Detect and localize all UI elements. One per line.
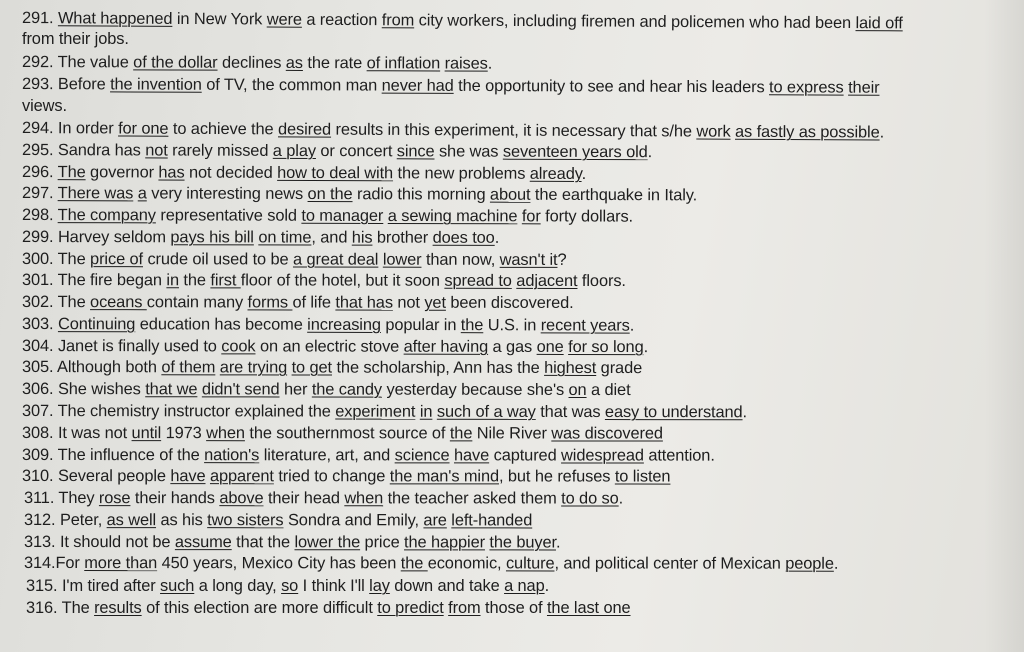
- text-segment: I think I'll: [298, 577, 370, 595]
- underlined-segment: wasn't it: [499, 250, 558, 269]
- text-segment: 296.: [21, 163, 58, 182]
- underlined-segment: lower: [382, 250, 422, 269]
- text-segment: 291.: [21, 9, 59, 28]
- text-segment: 450 years, Mexico City has been: [157, 554, 401, 573]
- text-segment: from their jobs.: [22, 30, 129, 48]
- text-segment: 310. Several people: [21, 467, 171, 486]
- text-segment: 303.: [21, 315, 58, 334]
- underlined-segment: a sewing machine: [387, 206, 518, 226]
- question-line: [26, 576, 549, 596]
- question-line: [24, 488, 623, 509]
- text-segment: 298.: [21, 206, 58, 225]
- underlined-segment: not: [145, 141, 168, 160]
- underlined-segment: didn't send: [201, 380, 280, 399]
- underlined-segment: highest: [544, 358, 597, 378]
- underlined-segment: experiment: [335, 402, 416, 421]
- underlined-segment: from: [448, 599, 481, 617]
- text-segment: .: [618, 489, 624, 508]
- underlined-segment: the invention: [110, 75, 202, 94]
- text-segment: , and: [311, 228, 352, 247]
- text-segment: .: [555, 533, 561, 552]
- text-segment: 302. The: [21, 293, 91, 312]
- question-line: [24, 510, 532, 530]
- text-segment: captured: [489, 446, 562, 465]
- text-segment: been discovered.: [445, 293, 574, 312]
- underlined-segment: their: [848, 78, 880, 97]
- question-line: [22, 270, 626, 291]
- text-segment: that the: [231, 533, 295, 552]
- text-segment: 1973: [161, 424, 207, 443]
- underlined-segment: lower the: [294, 533, 361, 552]
- text-segment: .: [879, 123, 885, 142]
- underlined-segment: to listen: [614, 467, 671, 486]
- text-segment: economic,: [427, 554, 506, 573]
- text-segment: representative sold: [155, 206, 302, 225]
- underlined-segment: the last one: [546, 599, 631, 617]
- underlined-segment: to express: [768, 78, 844, 97]
- question-line: [22, 227, 499, 248]
- underlined-segment: apparent: [209, 467, 274, 486]
- text-segment: 313. It should not be: [23, 533, 175, 552]
- text-segment: Nile River: [472, 424, 552, 443]
- underlined-segment: recent years: [540, 316, 630, 335]
- underlined-segment: for one: [118, 119, 169, 138]
- text-segment: the rate: [302, 53, 367, 73]
- text-segment: .: [544, 577, 550, 595]
- text-segment: 305. Although both: [21, 358, 162, 377]
- underlined-segment: the happier: [404, 533, 485, 552]
- underlined-segment: people: [785, 554, 834, 573]
- underlined-segment: of inflation: [366, 54, 441, 73]
- text-segment: .: [629, 316, 635, 335]
- underlined-segment: pays his bill: [170, 228, 254, 247]
- question-line: [22, 423, 663, 444]
- underlined-segment: laid off: [855, 14, 903, 33]
- underlined-segment: as fastly as possible: [735, 122, 880, 142]
- underlined-segment: one: [536, 337, 564, 356]
- underlined-segment: already: [529, 164, 582, 183]
- text-segment: 301. The fire began: [21, 271, 167, 290]
- underlined-segment: two sisters: [207, 511, 284, 530]
- text-segment: 315. I'm tired after: [26, 577, 161, 595]
- underlined-segment: such: [160, 577, 195, 595]
- question-line: [22, 74, 880, 98]
- underlined-segment: such of a way: [436, 402, 536, 421]
- text-segment: a reaction: [301, 10, 382, 30]
- question-line: [22, 205, 633, 227]
- text-segment: that was: [535, 402, 605, 422]
- text-segment: not decided: [184, 163, 278, 182]
- underlined-segment: in: [166, 271, 179, 290]
- text-segment: .: [647, 143, 653, 162]
- text-segment: price: [360, 533, 405, 552]
- underlined-segment: the: [449, 424, 473, 443]
- underlined-segment: on: [568, 380, 587, 399]
- underlined-segment: price of: [90, 250, 144, 269]
- question-line: [22, 401, 747, 422]
- question-line: [24, 532, 560, 552]
- question-line: [22, 314, 634, 336]
- underlined-segment: for so long: [568, 337, 644, 357]
- underlined-segment: easy to understand: [604, 403, 743, 422]
- underlined-segment: work: [696, 122, 731, 141]
- text-segment: .: [494, 228, 500, 247]
- underlined-segment: seventeen years old: [502, 142, 648, 162]
- underlined-segment: the man's mind: [389, 467, 500, 486]
- text-segment: floor of the hotel, but it soon: [240, 271, 445, 290]
- underlined-segment: of the dollar: [133, 53, 218, 72]
- question-line: [22, 292, 574, 313]
- underlined-segment: a: [137, 184, 147, 203]
- text-segment: radio this morning: [352, 185, 490, 204]
- text-segment: .: [487, 54, 493, 73]
- underlined-segment: a play: [272, 141, 316, 161]
- underlined-segment: was discovered: [551, 424, 663, 443]
- text-segment: the new problems: [393, 164, 530, 183]
- underlined-segment: forms: [247, 293, 293, 312]
- text-segment: popular in: [380, 315, 461, 335]
- text-segment: .: [742, 403, 748, 422]
- text-segment: views.: [22, 97, 67, 115]
- underlined-segment: to do so: [561, 489, 619, 508]
- underlined-segment: oceans: [90, 293, 147, 312]
- underlined-segment: lay: [369, 577, 390, 595]
- underlined-segment: left-handed: [451, 511, 533, 530]
- question-line: [26, 598, 631, 618]
- text-segment: 312. Peter,: [23, 511, 107, 530]
- question-line: [22, 379, 631, 400]
- underlined-segment: have: [453, 446, 490, 465]
- underlined-segment: are: [423, 511, 447, 530]
- underlined-segment: never had: [381, 76, 454, 95]
- text-segment: 299. Harvey seldom: [21, 228, 171, 247]
- text-segment: 297.: [21, 184, 58, 203]
- underlined-segment: after having: [403, 337, 489, 356]
- text-segment: U.S. in: [483, 316, 541, 335]
- question-line: [22, 445, 715, 466]
- question-line: [22, 357, 642, 378]
- text-segment: 293. Before: [21, 75, 111, 94]
- underlined-segment: as: [285, 53, 303, 72]
- underlined-segment: above: [219, 489, 264, 508]
- text-segment: she was: [434, 142, 503, 161]
- text-segment: the teacher asked them: [383, 489, 562, 508]
- text-segment: 304. Janet is finally used to: [21, 337, 222, 356]
- underlined-segment: The: [57, 163, 86, 182]
- text-segment: grade: [596, 359, 643, 378]
- underlined-segment: assume: [174, 533, 232, 552]
- underlined-segment: the: [400, 554, 428, 573]
- text-segment: literature, art, and: [259, 446, 395, 465]
- underlined-segment: What happened: [57, 9, 173, 28]
- text-segment: the opportunity to see and hear his leaders: [453, 76, 770, 97]
- text-segment: , but he refuses: [498, 467, 615, 486]
- text-segment: their hands: [130, 489, 220, 508]
- text-segment: governor: [85, 163, 159, 182]
- text-segment: education has become: [135, 315, 308, 334]
- underlined-segment: to manager: [301, 206, 384, 225]
- text-segment: brother: [372, 228, 433, 247]
- text-segment: than now,: [421, 250, 500, 269]
- question-line: [22, 29, 129, 49]
- text-segment: in New York: [172, 9, 267, 29]
- underlined-segment: in: [419, 402, 433, 421]
- underlined-segment: Continuing: [57, 315, 136, 334]
- text-segment: 292. The value: [21, 53, 134, 72]
- underlined-segment: the buyer: [489, 533, 556, 552]
- text-segment: on an electric stove: [255, 337, 404, 356]
- underlined-segment: the: [460, 316, 484, 335]
- underlined-segment: on the: [307, 184, 353, 204]
- text-segment: city workers, including firemen and policemen who had been: [414, 11, 856, 33]
- question-line: [22, 140, 652, 162]
- text-segment: rarely missed: [167, 141, 273, 160]
- text-segment: 306. She wishes: [21, 380, 146, 399]
- question-line: [22, 52, 492, 74]
- underlined-segment: yet: [424, 293, 446, 312]
- text-segment: 311. They: [23, 489, 99, 508]
- text-segment: ?: [557, 250, 567, 269]
- text-segment: contain many: [146, 293, 248, 312]
- underlined-segment: nation's: [204, 446, 260, 465]
- underlined-segment: adjacent: [516, 271, 578, 290]
- text-segment: 307. The chemistry instructor explained the: [21, 402, 336, 421]
- text-segment: 316. The: [26, 599, 95, 617]
- text-segment: 294. In order: [21, 119, 119, 138]
- underlined-segment: culture: [505, 554, 555, 573]
- text-segment: tried to change: [273, 467, 390, 486]
- underlined-segment: does too: [432, 228, 495, 247]
- underlined-segment: on time: [258, 228, 312, 247]
- text-segment: their head: [263, 489, 345, 508]
- text-segment: Sondra and Emily,: [283, 511, 424, 530]
- underlined-segment: about: [489, 185, 531, 204]
- text-segment: 309. The influence of the: [21, 446, 205, 465]
- underlined-segment: since: [396, 142, 435, 161]
- underlined-segment: for: [521, 207, 541, 226]
- text-segment: the earthquake in Italy.: [530, 185, 698, 205]
- underlined-segment: to get: [291, 358, 333, 377]
- text-segment: a gas: [488, 337, 537, 356]
- text-segment: the scholarship, Ann has the: [332, 358, 545, 377]
- text-segment: not: [392, 293, 425, 312]
- underlined-segment: The company: [57, 206, 156, 225]
- underlined-segment: more than: [84, 554, 158, 573]
- underlined-segment: when: [344, 489, 384, 508]
- text-segment: a long day,: [194, 577, 282, 595]
- text-segment: crude oil used to be: [142, 250, 293, 269]
- text-segment: of TV, the common man: [201, 75, 382, 95]
- underlined-segment: the candy: [311, 380, 383, 399]
- underlined-segment: that has: [335, 293, 393, 312]
- underlined-segment: until: [131, 424, 162, 443]
- text-segment: .: [833, 554, 839, 573]
- underlined-segment: have: [170, 467, 206, 486]
- text-segment: very interesting news: [146, 184, 308, 203]
- question-line: [24, 553, 838, 574]
- text-segment: 308. It was not: [21, 424, 132, 443]
- question-line: [22, 162, 586, 184]
- text-segment: 295. Sandra has: [21, 141, 146, 160]
- text-segment: declines: [217, 53, 286, 72]
- underlined-segment: There was: [57, 184, 134, 203]
- underlined-segment: first: [210, 271, 241, 290]
- underlined-segment: are trying: [219, 358, 288, 377]
- question-line: [22, 118, 884, 143]
- text-segment: forty dollars.: [540, 207, 634, 226]
- question-line: [22, 249, 567, 270]
- text-segment: 314.For: [23, 554, 85, 573]
- underlined-segment: a great deal: [292, 250, 379, 269]
- question-line: [22, 466, 670, 487]
- underlined-segment: rose: [98, 489, 131, 508]
- text-segment: those of: [480, 599, 547, 617]
- underlined-segment: so: [281, 577, 299, 595]
- underlined-segment: as well: [106, 511, 157, 530]
- text-segment: results in this experiment, it is necessary that s/he: [331, 120, 697, 141]
- text-segment: yesterday because she's: [382, 380, 569, 399]
- underlined-segment: were: [266, 10, 302, 29]
- question-line: [22, 183, 697, 205]
- text-segment: her: [279, 380, 312, 399]
- text-segment: to achieve the: [168, 119, 279, 139]
- text-segment: floors.: [577, 271, 626, 291]
- text-segment: the: [178, 271, 211, 290]
- text-segment: as his: [156, 511, 208, 530]
- text-segment: , and political center of Mexican: [554, 554, 786, 573]
- underlined-segment: raises: [444, 54, 488, 73]
- underlined-segment: from: [381, 11, 415, 30]
- underlined-segment: desired: [277, 120, 332, 139]
- underlined-segment: has: [158, 163, 185, 182]
- text-segment: or concert: [315, 142, 397, 161]
- text-segment: .: [581, 164, 587, 183]
- underlined-segment: increasing: [307, 315, 381, 334]
- text-segment: down and take: [389, 577, 505, 595]
- text-segment: of life: [292, 293, 336, 312]
- underlined-segment: that we: [145, 380, 198, 399]
- underlined-segment: spread to: [444, 271, 512, 290]
- underlined-segment: science: [394, 446, 450, 465]
- question-line: [22, 8, 903, 33]
- text-segment: attention.: [643, 446, 715, 465]
- underlined-segment: when: [206, 424, 245, 443]
- question-line: [22, 336, 648, 357]
- underlined-segment: how to deal with: [277, 163, 394, 183]
- text-segment: .: [643, 338, 649, 357]
- underlined-segment: results: [94, 599, 142, 617]
- text-segment: 300. The: [21, 250, 91, 269]
- underlined-segment: of them: [161, 358, 216, 377]
- question-line: [22, 96, 67, 116]
- underlined-segment: cook: [221, 337, 256, 356]
- underlined-segment: widespread: [561, 446, 644, 465]
- underlined-segment: a nap: [504, 577, 545, 595]
- text-segment: the southernmost source of: [244, 424, 450, 443]
- text-segment: of this election are more difficult: [141, 599, 378, 617]
- underlined-segment: to predict: [377, 599, 444, 617]
- text-segment: a diet: [586, 380, 631, 400]
- underlined-segment: his: [351, 228, 373, 247]
